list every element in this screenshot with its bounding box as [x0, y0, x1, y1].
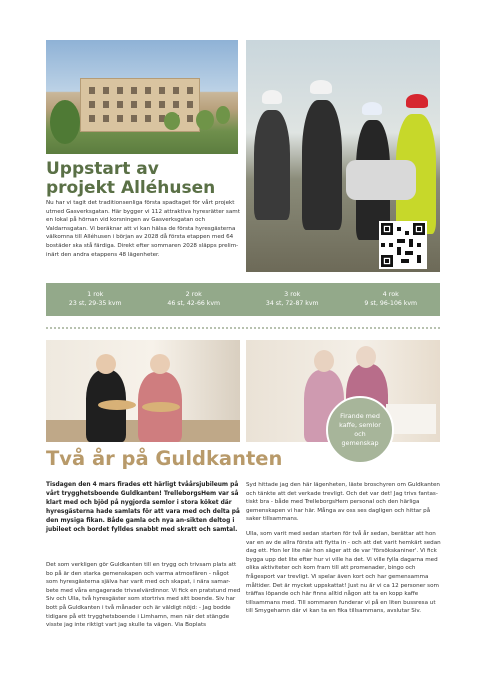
apartment-type-3: 3 rok 34 st, 72-87 kvm [265, 290, 319, 307]
article-right-column [246, 481, 442, 622]
apartment-summary-band [46, 283, 440, 316]
article-title-allehusen: Uppstart av projekt Alléhusen [46, 159, 216, 198]
article-body-allehusen: Nu har vi tagit det traditionsenliga första spadtaget för vårt projekt utmed Gasverksgatan. Här bygger vi 112 attraktiva hyresrätter samt en lokal på hörnan vid korsningen av Gasverksgatan och Valdarnsgatan. Vi beräknar att vi kan hälsa de första hyresgästerna välkomna till Alléhusen i början av 2028 då första etappen med 64 bostäder ska stå färdiga. Direkt efter sommaren 2028 släpps prelim-inärt den andra etappens 48 lägenheter. [46, 200, 240, 258]
divider [46, 327, 440, 329]
semlor-photo [46, 340, 240, 442]
building-rendering-image [46, 40, 238, 154]
left-column-text: Det som verkligen gör Guldkanten till en trygg och trivsam plats att bo på är den starka gemenskapen och varma atmosfären - något som hyresgästerna själva har varit med och skapat, i nära samar-bete med våra engagerade trivselvärdinnor. Vi fick en pratstund med Siv och Ulla, två hyresgäster som stortrivs med sitt boende. Siv har bott på Guldkanten i två månader och är väldigt nöjd: - Jag bodde tidigare på ett trygghetsboende i Limhamn, men när det stängde visste jag inte riktigt vart jag skulle ta vägen. Via Boplats [46, 562, 241, 629]
article-lead-guldkanten: Tisdagen den 4 mars firades ett härligt tvåårsjubileum på vårt trygghetsboende Guldkanten! TrelleborgsHem var så klart med och bjöd på nygjorda semlor i stora köket där hyresgästerna hade samlats för att vara med och delta på den mysiga fikan. Både gamla och nya an-sikten deltog i jubileet och bordet fylldes snabbt med skratt och samtal. [46, 482, 240, 533]
celebration-badge: Firande med kaffe, semlor och gemenskap [326, 396, 394, 464]
right-column-text-1: Syd hittade jag den här lägenheten, läste broschyren om Guldkanten och tänkte att det verkade trevligt. Och det var det! Jag trivs fantas-tiskt bra - både med TrelleborgsHem personal och den härliga gemenskapen vi har här. Många av oss ses dagligen och hittar på saker tillsammans. [246, 482, 440, 523]
apartment-type-4: 4 rok 9 st, 96-106 kvm [364, 290, 418, 307]
right-column-text-2: Ulla, som varit med sedan starten för två år sedan, berättar att hon var en av de allra första att flytta in - och att det varit hemkärt sedan dag ett. Hon ler lite när hon säger att de var 'försökskaniner'. Vi fick bygga upp det lite efter hur vi ville ha det. Vi ville fylla dagarna med olika aktiviteter och kom fram till att promenader, bingo och frågesport var trevligt. Vi spelar även kort och har gemensamma måltider. Det är mycket uppskattat! Just nu är vi ca 12 personer som träffas löpande och här finns alltid någon att ta en kopp kaffe tillsammans med. Till sommaren funderar vi på en liten bussresa ut till Smygehamn där vi kan ta en fika tillsammans, avslutar Siv. [246, 530, 441, 615]
apartment-type-1: 1 rok 23 st, 29-35 kvm [68, 290, 122, 307]
article-left-column [46, 561, 242, 636]
article-title-guldkanten: Två år på Guldkanten [46, 447, 283, 470]
qr-code[interactable] [379, 221, 427, 269]
apartment-type-2: 2 rok 46 st, 42-66 kvm [167, 290, 221, 307]
